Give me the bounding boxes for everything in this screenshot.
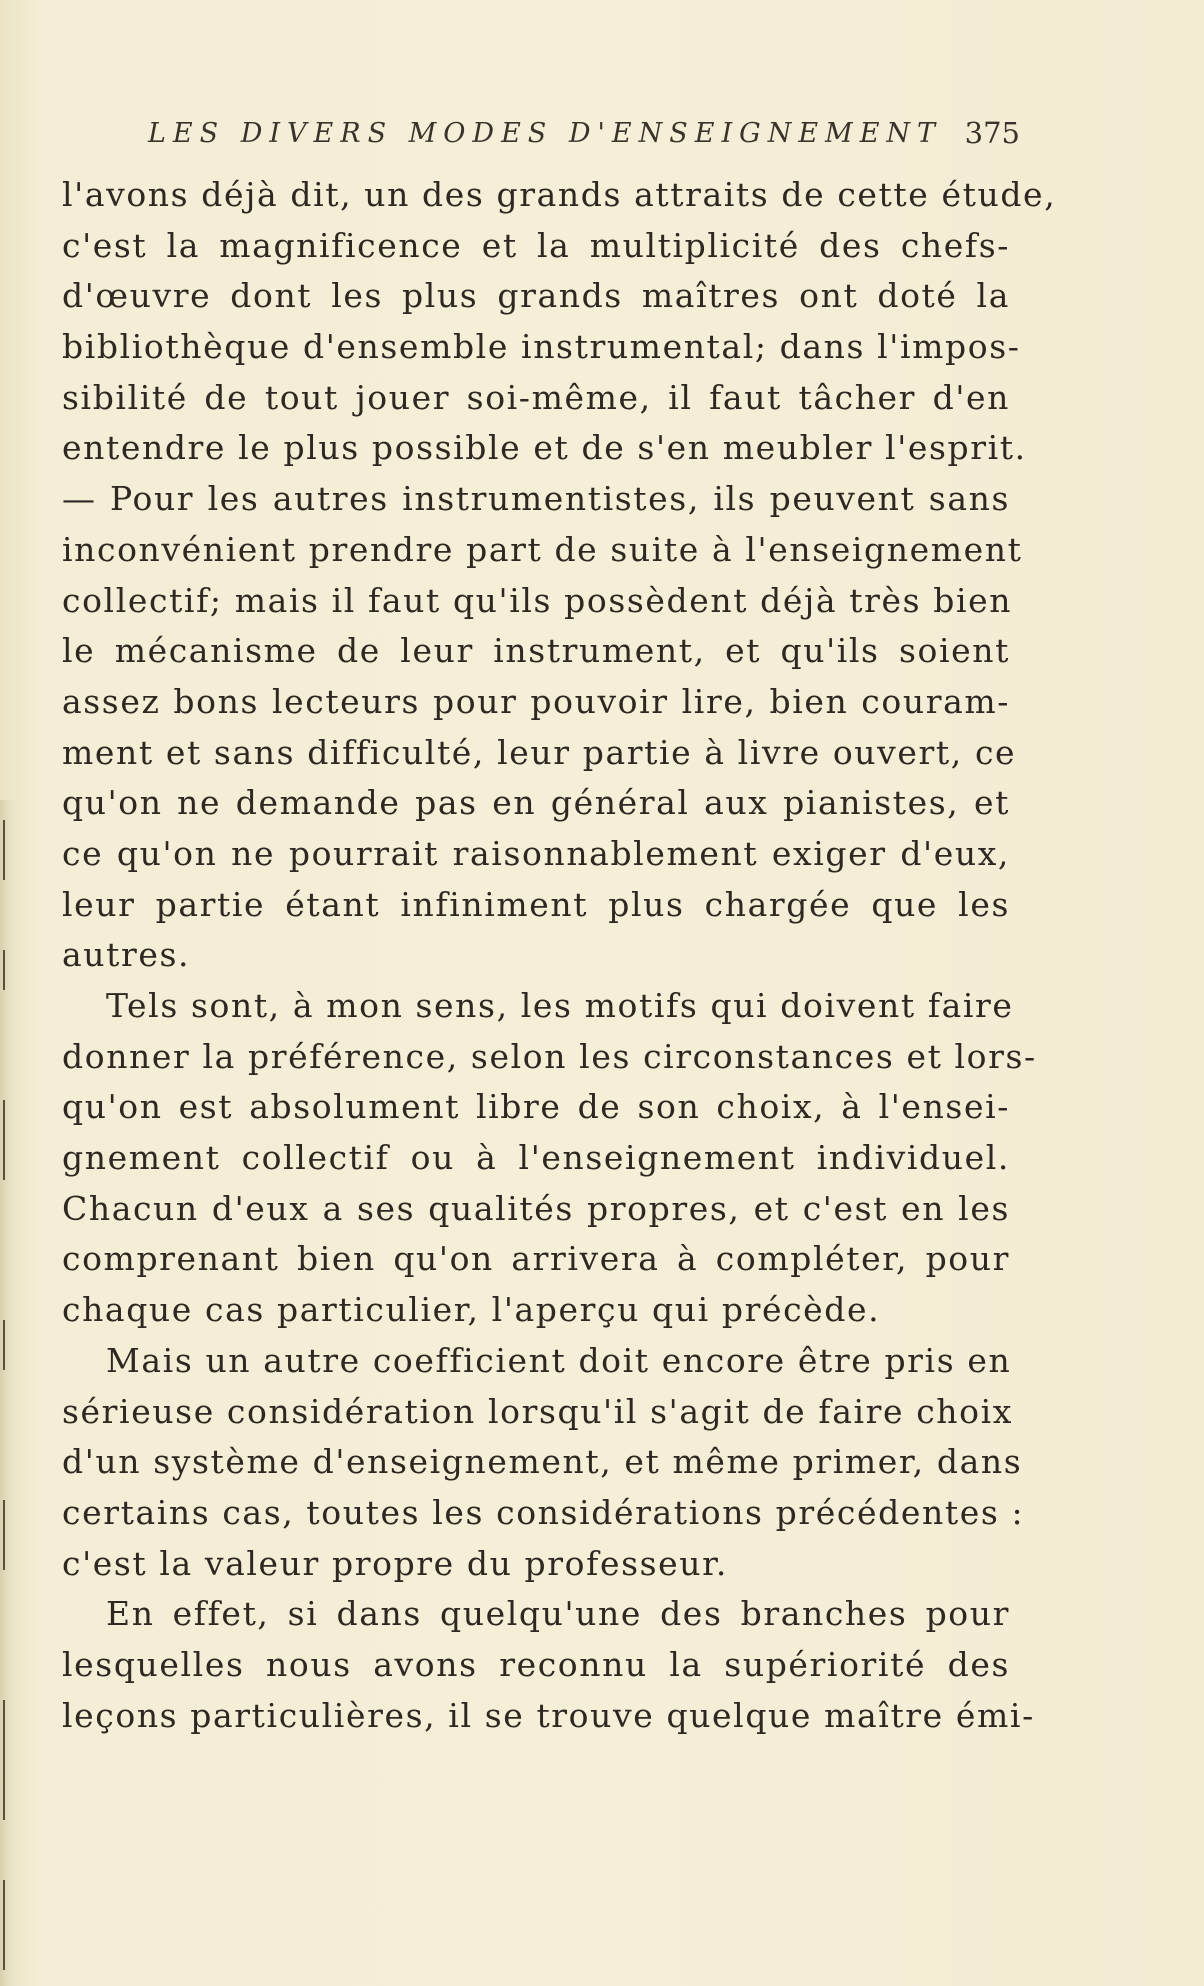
text-line: sérieuse considération lorsqu'il s'agit de faire choix (62, 1391, 1013, 1431)
binding-mark (3, 1700, 5, 1820)
binding-mark (3, 1880, 5, 1970)
page-number: 375 (964, 116, 1020, 150)
text-line: assez bons lecteurs pour pouvoir lire, bien couram- (62, 681, 1010, 721)
text-line: collectif; mais il faut qu'ils possèdent déjà très bien (62, 580, 1013, 620)
paragraph (62, 981, 1037, 1336)
text-line: d'un système d'enseignement, et même primer, dans (62, 1442, 1023, 1482)
text-line: — Pour les autres instrumentistes, ils peuvent sans (62, 479, 1010, 519)
paragraph (62, 1336, 1025, 1589)
text-line: certains cas, toutes les considérations précédentes : (62, 1492, 1025, 1532)
body-text (62, 170, 1057, 1741)
binding-mark (3, 1320, 5, 1370)
text-line: Tels sont, à mon sens, les motifs qui doivent faire (106, 986, 1014, 1025)
text-line: En effet, si dans quelqu'une des branches pour (106, 1594, 1010, 1634)
text-line: le mécanisme de leur instrument, et qu'ils soient (62, 631, 1010, 671)
text-line: inconvénient prendre part de suite à l'enseignement (62, 529, 1023, 569)
paragraph (62, 170, 1057, 981)
binding-mark (3, 1100, 5, 1180)
text-line: chaque cas particulier, l'aperçu qui précède. (62, 1290, 881, 1330)
text-line: Mais un autre coefficient doit encore être pris en (106, 1340, 1012, 1380)
text-line: comprenant bien qu'on arrivera à compléter, pour (62, 1239, 1010, 1279)
paragraph (62, 1589, 1035, 1741)
running-title: LES DIVERS MODES D'ENSEIGNEMENT (148, 118, 943, 149)
text-line: gnement collectif ou à l'enseignement individuel. (62, 1138, 1010, 1178)
text-line: donner la préférence, selon les circonstances et lors- (62, 1036, 1037, 1076)
text-line: autres. (62, 935, 191, 975)
text-line: d'œuvre dont les plus grands maîtres ont doté la (62, 276, 1010, 316)
text-line: c'est la magnificence et la multiplicité des chefs- (62, 225, 1010, 265)
text-line: qu'on ne demande pas en général aux pianistes, et (62, 783, 1010, 823)
text-line: leçons particulières, il se trouve quelque maître émi- (62, 1695, 1035, 1735)
text-line: l'avons déjà dit, un des grands attraits de cette étude, (62, 175, 1057, 214)
binding-mark (3, 820, 5, 880)
text-line: qu'on est absolument libre de son choix, à l'ensei- (62, 1087, 1010, 1127)
text-line: ce qu'on ne pourrait raisonnablement exiger d'eux, (62, 833, 1010, 873)
text-line: entendre le plus possible et de s'en meubler l'esprit. (62, 428, 1027, 468)
binding-mark (3, 1500, 5, 1570)
text-line: bibliothèque d'ensemble instrumental; dans l'impos- (62, 327, 1021, 367)
text-line: leur partie étant infiniment plus chargée que les (62, 884, 1010, 924)
text-line: Chacun d'eux a ses qualités propres, et c'est en les (62, 1188, 1010, 1228)
text-line: lesquelles nous avons reconnu la supériorité des (62, 1644, 1010, 1684)
binding-mark (3, 950, 5, 990)
text-line: ment et sans difficulté, leur partie à livre ouvert, ce (62, 732, 1017, 772)
text-line: sibilité de tout jouer soi-même, il faut tâcher d'en (62, 377, 1010, 417)
text-line: c'est la valeur propre du professeur. (62, 1543, 728, 1583)
page-header (60, 114, 1020, 158)
page-binding-edge (0, 800, 14, 1986)
